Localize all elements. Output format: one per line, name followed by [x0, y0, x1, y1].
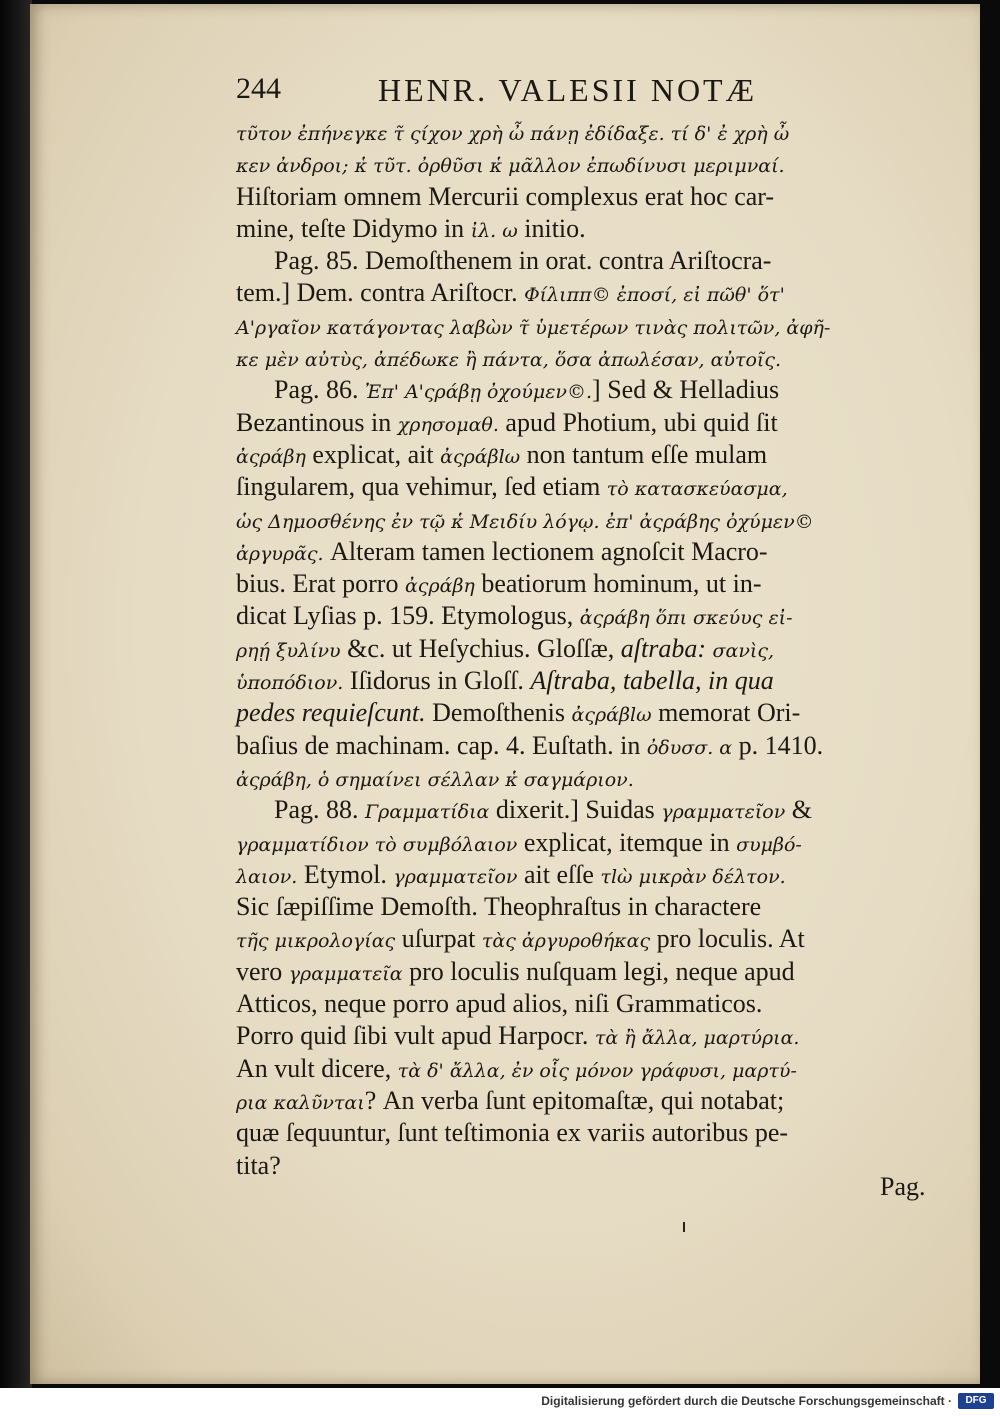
text-line — [236, 277, 946, 309]
text-line — [236, 633, 946, 665]
text-line — [236, 1085, 946, 1117]
greek-text: χρησομαθ. — [397, 413, 499, 436]
text-line — [236, 600, 946, 632]
latin-text: beatiorum hominum, ut in- — [474, 569, 762, 599]
footer-credit: Digitalisierung gefördert durch die Deutsche Forschungsgemeinschaft · — [541, 1394, 952, 1408]
latin-text: pro loculis. At — [650, 924, 805, 954]
greek-text: ἀργυρᾶς. — [236, 542, 324, 565]
greek-text: γραμματεῖον — [393, 865, 518, 888]
latin-text: pro loculis nuſquam legi, neque apud — [402, 956, 795, 986]
greek-text: τlὼ μικρὰν δέλτον. — [600, 865, 786, 888]
latin-text: An vult dicere, — [236, 1053, 398, 1083]
greek-text: ἰλ. ω — [470, 219, 518, 242]
latin-text: p. 1410. — [732, 730, 824, 760]
greek-text: κεν ἀνδροι; κ̔ τῦτ. ὀρθῦσι κ̔ μᾶλλον ἐπωδίνυσι μεριμναί. — [236, 155, 785, 178]
greek-text: ὑποπόδιον. — [236, 672, 344, 695]
running-title: HENR. VALESII NOTÆ — [378, 72, 758, 108]
text-line — [236, 988, 946, 1020]
latin-text: Alteram tamen lectionem agnoſcit Macro- — [323, 536, 768, 566]
greek-text: ἀςράβη — [236, 445, 306, 468]
greek-text: λαιον. — [236, 865, 298, 888]
greek-text: ὀδυσσ. α — [646, 736, 733, 759]
greek-text: ἀςράβlω — [571, 704, 652, 727]
greek-text: Φίλιππ© ἐποσί, εἰ πῶθ' ὅτ' — [524, 284, 785, 307]
text-line — [236, 1117, 946, 1149]
latin-text: vero — [236, 956, 289, 986]
latin-text: Aſtraba, tabella, in qua — [530, 666, 774, 696]
text-line — [236, 148, 946, 180]
greek-text: ὡς Δημοσθένης ἐν τῷ κ̔ Μειδίυ λόγῳ. ἐπ' ἀςράβης ὀχύμεν© — [236, 510, 814, 533]
greek-text: ἀςράβη ὅπι σκεύυς εἰ- — [579, 607, 793, 630]
latin-text: Pag. 85. Demoſthenem in orat. contra Ariſtocra- — [274, 246, 772, 276]
latin-text: dixerit.] Suidas — [489, 795, 662, 825]
greek-text: συμβό- — [736, 833, 802, 856]
text-line — [236, 471, 946, 503]
latin-text: initio. — [517, 213, 586, 243]
greek-text: ἀςράβη — [404, 575, 475, 598]
greek-text: γραμματεῖον — [661, 801, 786, 824]
greek-text: ρηῄ ξυλίνυ — [236, 639, 341, 662]
latin-text: memorat Ori- — [651, 698, 801, 728]
text-line — [236, 116, 946, 148]
text-line — [236, 827, 946, 859]
latin-text: ] Sed & Helladius — [592, 375, 780, 405]
text-line — [236, 1150, 946, 1182]
text-line — [236, 891, 946, 923]
text-line — [236, 1020, 946, 1052]
latin-text: Bezantinous in — [236, 407, 398, 437]
text-line — [236, 730, 946, 762]
latin-text: ? An verba ſunt epitomaſtæ, qui notabat; — [364, 1085, 785, 1115]
greek-text: ἀςράβη, ὁ σημαίνει σέλλαν κ̔ σαγμάριον. — [236, 768, 634, 791]
greek-text: γραμματίδιον τὸ συμβόλαιον — [236, 833, 518, 856]
greek-text: τῦτον ἐπήνεγκε τ̃ ςίχον χρὴ ὦ πάνῃ ἐδίδαξε. τί δ' ἐ χρὴ ὦ — [236, 123, 790, 145]
greek-text: γραμματεῖα — [288, 962, 403, 985]
latin-text: quæ ſequuntur, ſunt teſtimonia ex variis autoribus pe- — [236, 1118, 789, 1148]
latin-text: Etymol. — [297, 859, 394, 889]
greek-text: Ἐπ' Α'ςράβῃ ὀχούμεν©. — [365, 381, 593, 404]
body-text — [236, 116, 946, 1182]
greek-text: ρια καλῦνται — [236, 1091, 365, 1114]
text-line — [236, 407, 946, 439]
text-line — [236, 1053, 946, 1085]
latin-text: dicat Lyſias p. 159. Etymologus, — [236, 601, 580, 631]
greek-text: τὰ δ' ἄλλα, ἐν οἷς μόνον γράφυσι, μαρτύ- — [397, 1059, 797, 1082]
dfg-logo-icon: DFG — [958, 1393, 994, 1409]
greek-text: τὰ ἢ ἄλλα, μαρτύρια. — [594, 1027, 800, 1050]
latin-text: Atticos, neque porro apud alios, niſi Grammaticos. — [236, 989, 763, 1019]
text-line — [236, 439, 946, 471]
text-line — [236, 342, 946, 374]
text-line — [236, 568, 946, 600]
greek-text: τὸ κατασκεύασμα, — [606, 478, 788, 501]
text-line — [236, 181, 946, 213]
latin-text: & — [785, 795, 813, 825]
greek-text: τῆς μικρολογίας — [236, 930, 396, 953]
latin-text: Pag. 88. — [274, 795, 365, 825]
latin-text: ait eſſe — [517, 859, 601, 889]
text-line — [236, 374, 946, 406]
latin-text: Pag. 86. — [274, 375, 365, 405]
latin-text: aſtraba: — [620, 633, 707, 663]
text-line — [236, 665, 946, 697]
text-line — [236, 310, 946, 342]
ink-mark — [683, 1222, 685, 1232]
page-number: 244 — [236, 72, 281, 105]
text-line — [236, 536, 946, 568]
latin-text: apud Photium, ubi quid ſit — [498, 407, 778, 437]
greek-text: ἀςράβlω — [440, 445, 521, 468]
greek-text: σανὶς, — [712, 639, 775, 662]
latin-text: Iſidorus in Gloſſ. — [343, 666, 531, 696]
greek-text: κε μὲν αὐτὺς, ἀπέδωκε ἢ πάντα, ὅσα ἀπωλέσαν, αὐτοῖς. — [236, 349, 782, 372]
greek-text: Α'ργαῖον κατάγοντας λαβὼν τ̃ ὑμετέρων τινὰς πολιτῶν, ἀφῆ- — [236, 316, 831, 339]
greek-text: Γραμματίδια — [365, 801, 490, 824]
latin-text: Sic ſæpiſſime Demoſth. Theophraſtus in charactere — [236, 892, 762, 922]
catchword: Pag. — [880, 1172, 926, 1201]
text-line — [236, 794, 946, 826]
latin-text: tita? — [236, 1150, 281, 1180]
latin-text: Porro quid ſibi vult apud Harpocr. — [236, 1021, 595, 1051]
latin-text: non tantum eſſe mulam — [520, 439, 768, 469]
book-spine — [0, 0, 32, 1388]
latin-text: explicat, ait — [305, 439, 441, 469]
text-line — [236, 245, 946, 277]
text-line — [236, 697, 946, 729]
latin-text: mine, teſte Didymo in — [236, 213, 471, 243]
page-header — [236, 72, 836, 112]
latin-text: bius. Erat porro — [236, 569, 405, 599]
greek-text: τὰς ἀργυροθήκας — [481, 930, 651, 953]
latin-text: uſurpat — [395, 924, 482, 954]
latin-text: Demoſthenis — [425, 698, 572, 728]
text-line — [236, 762, 946, 794]
text-line — [236, 923, 946, 955]
text-line — [236, 213, 946, 245]
latin-text: ſingularem, qua vehimur, ſed etiam — [236, 472, 607, 502]
latin-text: tem.] Dem. contra Ariſtocr. — [236, 278, 525, 308]
text-line — [236, 859, 946, 891]
latin-text: pedes requieſcunt. — [236, 698, 426, 728]
text-line — [236, 504, 946, 536]
latin-text: &c. ut Heſychius. Gloſſæ, — [340, 633, 621, 663]
latin-text: explicat, itemque in — [517, 827, 737, 857]
text-line — [236, 956, 946, 988]
latin-text: Hiſtoriam omnem Mercurii complexus erat hoc car- — [236, 181, 775, 211]
footer-bar — [0, 1388, 1000, 1416]
latin-text: baſius de machinam. cap. 4. Euſtath. in — [236, 730, 647, 760]
